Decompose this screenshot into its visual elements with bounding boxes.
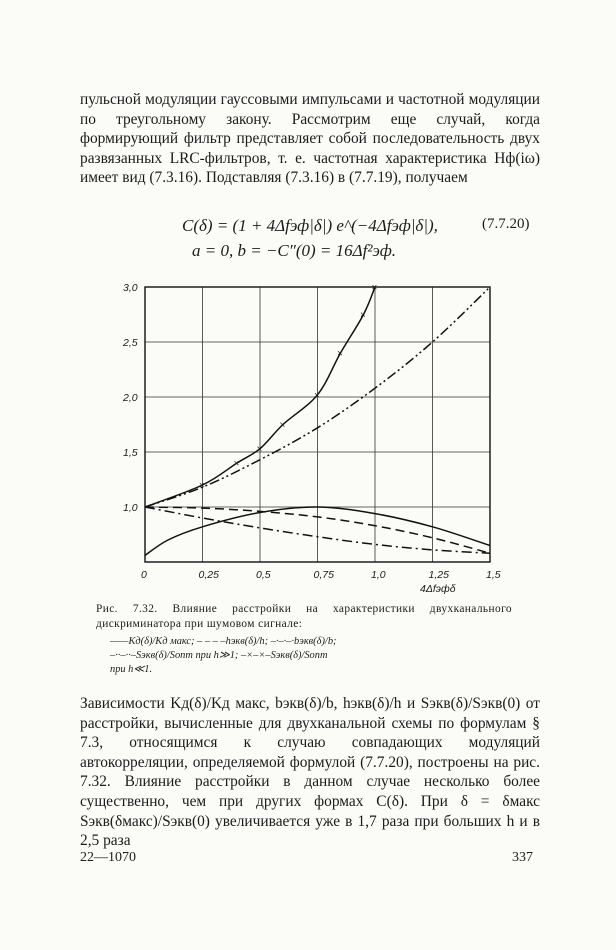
series-marker: × (279, 420, 286, 431)
series-marker: × (360, 310, 366, 321)
printer-signature: 22—1070 (80, 850, 136, 865)
y-tick-label: 3,0 (123, 282, 138, 294)
x-tick-label: 1,5 (486, 569, 501, 581)
paragraph-intro: пульсной модуляции гауссовыми импульсами и частотной модуляции по треугольному закону. Рассмотрим еще случай, когда формирующий фильтр представляет собой последовательность двух развязанных LRC-фильтров, т. е. частотная характеристика Hф(iω) имеет вид (7.3.16). Подставляя (7.3.16) в (7.7.19), получаем (80, 91, 540, 187)
figure-caption: Рис. 7.32. Влияние расстройки на характеристики двухканального дискриминатора при шумовом сигнале: (96, 603, 512, 630)
y-tick-label: 1,5 (123, 447, 138, 459)
paragraph-discussion: Зависимости Kд(δ)/Kд макс, bэкв(δ)/b, hэкв(δ)/h и Sэкв(δ)/Sэкв(0) от расстройки, вычисленные для двухканальной схемы по формулам § 7.3, относящимся к случаю совпадающих модуляций автокорреляции, определяемой формулой (7.7.20), построены на рис. 7.32. Влияние расстройки в данном случае несколько более существенно, чем при других формах C(δ). При δ = δмакс Sэкв(δмакс)/Sэкв(0) увеличивается уже в 1,7 раза при больших h и в 2,5 раза (80, 695, 540, 850)
series-marker: × (371, 282, 378, 294)
x-tick-label: 0,25 (198, 569, 219, 581)
x-axis-label: 4Δfэфδ (420, 583, 456, 595)
series-marker: × (256, 444, 263, 456)
figure-legend: ——Kд(δ)/Kд макс; – – – –hэкв(δ)/h; –·–·–·bэкв(δ)/b; –··–··–Sэкв(δ)/Sопт при h≫1; –×–×–Sэкв(δ)/Sопт при h≪1. (110, 636, 337, 676)
x-tick-label: 1,0 (371, 569, 386, 581)
series-marker: × (233, 458, 240, 470)
equation-correlation: C(δ) = (1 + 4Δfэф|δ|) e^(−4Δfэф|δ|), (182, 216, 438, 235)
x-tick-label: 0 (141, 569, 147, 581)
y-tick-label: 1,0 (123, 502, 138, 514)
series-marker: × (337, 348, 343, 360)
x-tick-label: 0,75 (313, 569, 334, 581)
y-tick-label: 2,0 (123, 392, 138, 404)
page-number: 337 (512, 850, 533, 865)
x-tick-label: 0,5 (256, 569, 271, 581)
equation-number: (7.7.20) (482, 216, 530, 232)
y-tick-label: 2,5 (123, 337, 138, 349)
x-tick-label: 1,25 (428, 569, 449, 581)
equation-coefficients: a = 0, b = −C″(0) = 16Δf²эф. (192, 241, 397, 260)
series-marker: × (314, 390, 320, 402)
series-marker: × (199, 480, 205, 492)
